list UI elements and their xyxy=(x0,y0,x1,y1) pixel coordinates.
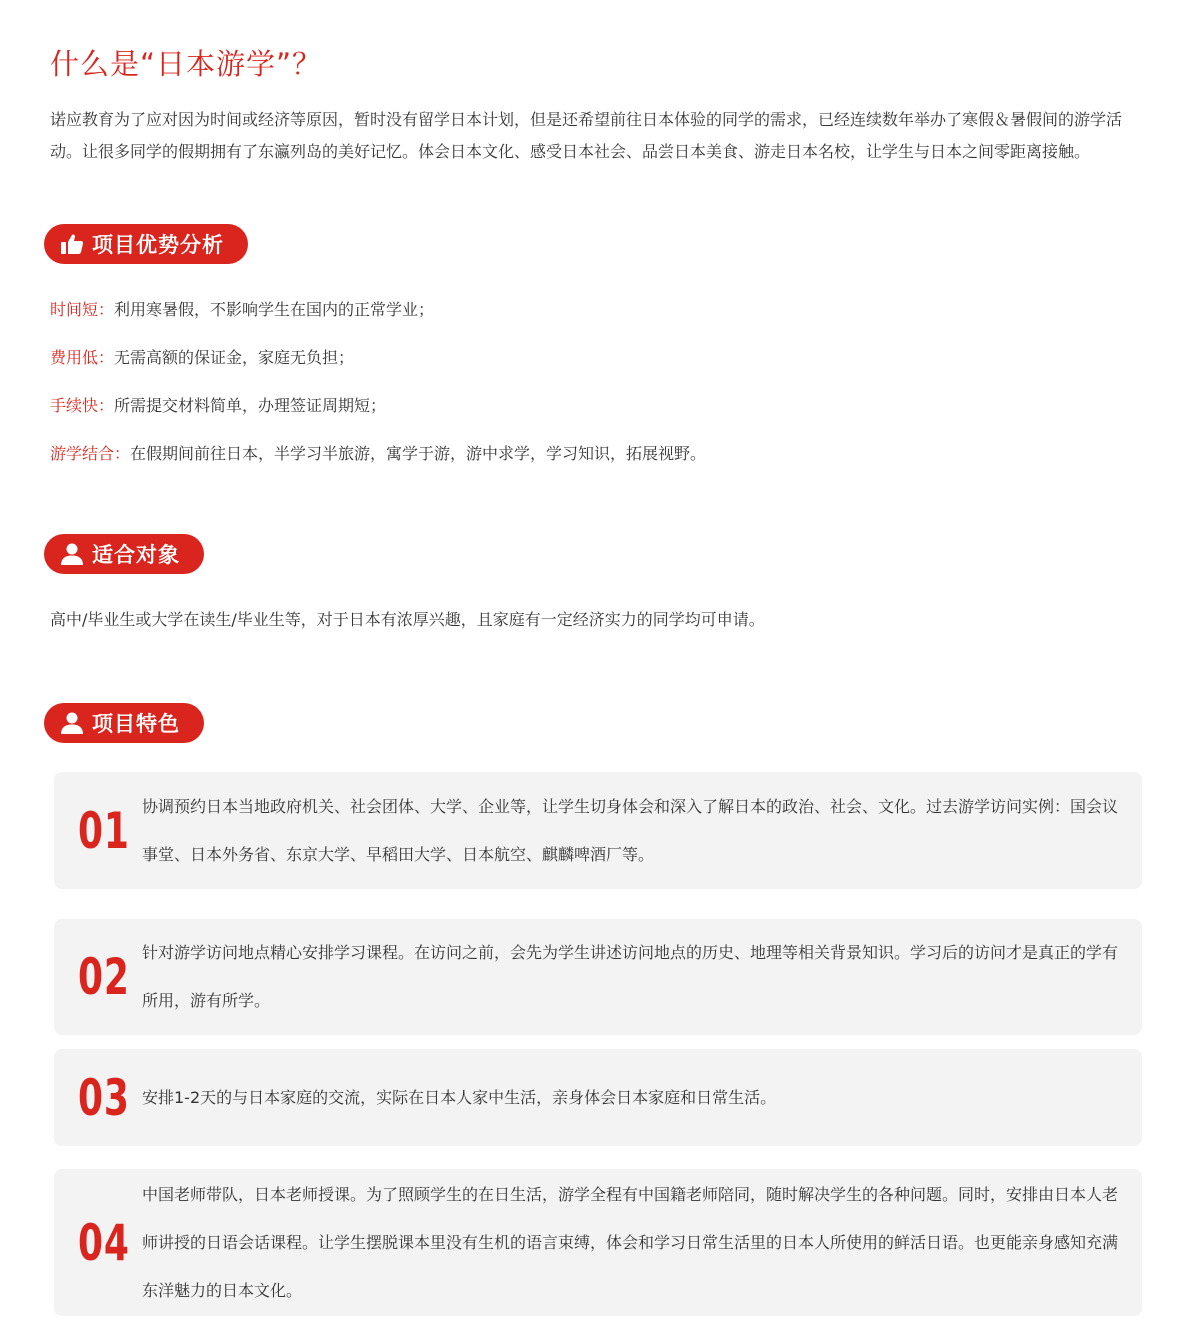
feature-card-02 xyxy=(54,919,1142,1035)
advantage-item: 费用低：无需高额的保证金，家庭无负担； xyxy=(50,348,355,367)
feature-text: 中国老师带队，日本老师授课。为了照顾学生的在日生活，游学全程有中国籍老师陪同，随时解决学生的各种问题。同时，安排由日本人老师讲授的日语会话课程。让学生摆脱课本里没有生机的语言束缚，体会和学习日常生活里的日本人所使用的鲜活日语。也更能亲身感知充满东洋魅力的日本文化。 xyxy=(142,1184,1119,1300)
audience-heading-badge xyxy=(44,534,204,574)
thumbs-up-icon xyxy=(60,232,84,256)
advantage-item: 游学结合：在假期间前往日本，半学习半旅游，寓学于游，游中求学，学习知识，拓展视野。 xyxy=(50,444,707,463)
advantage-item: 手续快：所需提交材料简单，办理签证周期短； xyxy=(50,396,387,415)
feature-number: 04 xyxy=(78,1213,130,1272)
page-title: 什么是“日本游学”？ xyxy=(50,47,323,81)
feature-text: 针对游学访问地点精心安排学习课程。在访问之前，会先为学生讲述访问地点的历史、地理等相关背景知识。学习后的访问才是真正的学有所用，游有所学。 xyxy=(142,943,1119,1010)
feature-card-01 xyxy=(54,772,1142,889)
audience-heading: 适合对象 xyxy=(92,543,180,567)
feature-card-03 xyxy=(54,1049,1142,1146)
features-heading: 项目特色 xyxy=(92,712,180,736)
user-icon xyxy=(60,542,84,566)
user-icon xyxy=(60,711,84,735)
advantages-heading-badge xyxy=(44,224,248,264)
feature-number: 01 xyxy=(78,801,130,860)
feature-number: 02 xyxy=(78,948,130,1006)
advantage-item: 时间短：利用寒暑假，不影响学生在国内的正常学业； xyxy=(50,300,435,319)
advantages-heading: 项目优势分析 xyxy=(92,233,224,257)
features-heading-badge xyxy=(44,703,204,743)
feature-text: 协调预约日本当地政府机关、社会团体、大学、企业等，让学生切身体会和深入了解日本的政治、社会、文化。过去游学访问实例：国会议事堂、日本外务省、东京大学、早稻田大学、日本航空、麒麟啤酒厂等。 xyxy=(142,796,1119,864)
feature-number: 03 xyxy=(78,1068,130,1127)
feature-text: 安排1-2天的与日本家庭的交流，实际在日本人家中生活，亲身体会日本家庭和日常生活。 xyxy=(142,1087,777,1107)
intro-paragraph: 诺应教育为了应对因为时间或经济等原因，暂时没有留学日本计划，但是还希望前往日本体验的同学的需求，已经连续数年举办了寒假＆暑假间的游学活动。让很多同学的假期拥有了东瀛列岛的美好记忆。体会日本文化、感受日本社会、品尝日本美食、游走日本名校，让学生与日本之间零距离接触。 xyxy=(50,110,1123,161)
audience-text: 高中/毕业生或大学在读生/毕业生等，对于日本有浓厚兴趣，且家庭有一定经济实力的同学均可申请。 xyxy=(50,610,765,629)
feature-card-04 xyxy=(54,1169,1142,1316)
